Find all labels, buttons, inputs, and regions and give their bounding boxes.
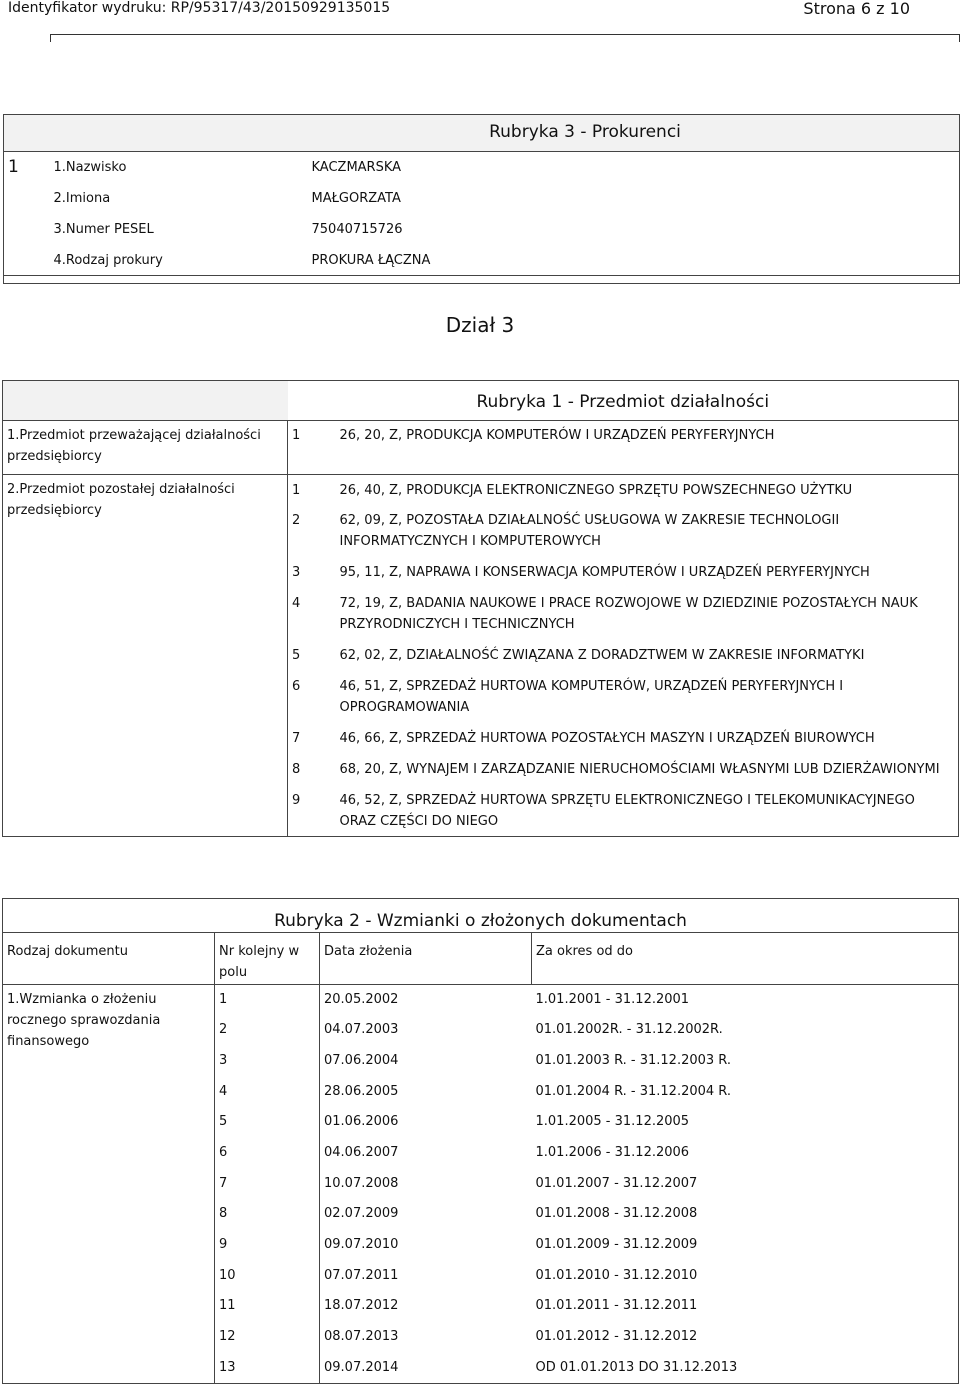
document-period: 1.01.2005 - 31.12.2005 [532,1107,959,1138]
document-date: 07.06.2004 [320,1046,532,1077]
document-date: 04.06.2007 [320,1138,532,1169]
activity-number: 4 [288,588,336,640]
document-period: 01.01.2012 - 31.12.2012 [532,1322,959,1353]
document-number: 11 [215,1291,320,1322]
activity-number: 5 [288,640,336,671]
activity-text: 26, 20, Z, PRODUKCJA KOMPUTERÓW I URZĄDZEŃ PERYFERYJNYCH [336,421,959,475]
document-type-label: 1.Wzmianka o złożeniu rocznego sprawozdania finansowego [3,985,215,1384]
prokurent-field-value: PROKURA ŁĄCZNA [308,245,960,276]
przedmiot-table [2,380,959,837]
activity-text: 26, 40, Z, PRODUKCJA ELEKTRONICZNEGO SPRZĘTU POWSZECHNEGO UŻYTKU [336,475,959,505]
document-date: 18.07.2012 [320,1291,532,1322]
activity-text: 68, 20, Z, WYNAJEM I ZARZĄDZANIE NIERUCHOMOŚCIAMI WŁASNYMI LUB DZIERŻAWIONYMI [336,754,959,785]
prokurent-field-value: 75040715726 [308,214,960,245]
activity-text: 46, 52, Z, SPRZEDAŻ HURTOWA SPRZĘTU ELEKTRONICZNEGO I TELEKOMUNIKACYJNEGO ORAZ CZĘŚCI DO NIEGO [336,785,959,837]
wzmianki-header-row [3,933,959,985]
activity-text: 62, 09, Z, POZOSTAŁA DZIAŁALNOŚĆ USŁUGOWA W ZAKRESIE TECHNOLOGII INFORMATYCZNYCH I KOMPUTEROWYCH [336,505,959,557]
activity-text: 95, 11, Z, NAPRAWA I KONSERWACJA KOMPUTERÓW I URZĄDZEŃ PERYFERYJNYCH [336,557,959,588]
activity-text: 72, 19, Z, BADANIA NAUKOWE I PRACE ROZWOJOWE W DZIEDZINIE POZOSTAŁYCH NAUK PRZYRODNICZYCH I TECHNICZNYCH [336,588,959,640]
document-date: 01.06.2006 [320,1107,532,1138]
document-period: 1.01.2006 - 31.12.2006 [532,1138,959,1169]
col-nr: Nr kolejny w polu [215,933,320,985]
print-identifier: Identyfikator wydruku: RP/95317/43/20150929135015 [8,0,391,16]
activity-text: 46, 66, Z, SPRZEDAŻ HURTOWA POZOSTAŁYCH MASZYN I URZĄDZEŃ BIUROWYCH [336,723,959,754]
document-date: 28.06.2005 [320,1077,532,1108]
document-period: 01.01.2011 - 31.12.2011 [532,1291,959,1322]
document-number: 13 [215,1353,320,1384]
section-title: Dział 3 [445,313,515,337]
document-number: 3 [215,1046,320,1077]
document-date: 09.07.2010 [320,1230,532,1261]
document-number: 9 [215,1230,320,1261]
document-number: 5 [215,1107,320,1138]
prokurent-field-label: 4.Rodzaj prokury [50,245,308,276]
col-okres: Za okres od do [532,933,959,985]
document-period: 01.01.2010 - 31.12.2010 [532,1261,959,1292]
document-period: OD 01.01.2013 DO 31.12.2013 [532,1353,959,1384]
activity-number: 7 [288,723,336,754]
document-number: 10 [215,1261,320,1292]
przedmiot-title: Rubryka 1 - Przedmiot działalności [288,381,959,421]
activity-number: 3 [288,557,336,588]
document-period: 01.01.2002R. - 31.12.2002R. [532,1015,959,1046]
activity-text: 62, 02, Z, DZIAŁALNOŚĆ ZWIĄZANA Z DORADZTWEM W ZAKRESIE INFORMATYKI [336,640,959,671]
document-date: 08.07.2013 [320,1322,532,1353]
document-period: 1.01.2001 - 31.12.2001 [532,985,959,1016]
activity-number: 1 [288,475,336,505]
main-activity-label: 1.Przedmiot przeważającej działalności przedsiębiorcy [3,421,288,475]
document-period: 01.01.2007 - 31.12.2007 [532,1169,959,1200]
document-period: 01.01.2008 - 31.12.2008 [532,1199,959,1230]
document-date: 04.07.2003 [320,1015,532,1046]
activity-row [3,475,959,505]
wzmianki-title: Rubryka 2 - Wzmianki o złożonych dokumentach [3,899,959,933]
activity-number: 8 [288,754,336,785]
document-number: 12 [215,1322,320,1353]
other-activity-label: 2.Przedmiot pozostałej działalności przedsiębiorcy [3,475,288,837]
header-bar [50,34,960,42]
page-number: Strona 6 z 10 [803,0,910,18]
document-number: 1 [215,985,320,1016]
document-row [3,985,959,1016]
document-number: 6 [215,1138,320,1169]
document-period: 01.01.2009 - 31.12.2009 [532,1230,959,1261]
prokurent-field-label: 2.Imiona [53,190,111,206]
activity-number: 6 [288,671,336,723]
prokurent-index: 1 [4,152,50,276]
prokurent-field-label: 3.Numer PESEL [53,221,154,237]
document-date: 20.05.2002 [320,985,532,1016]
document-date: 02.07.2009 [320,1199,532,1230]
col-data: Data złożenia [320,933,532,985]
activity-text: 46, 51, Z, SPRZEDAŻ HURTOWA KOMPUTERÓW, URZĄDZEŃ PERYFERYJNYCH I OPROGRAMOWANIA [336,671,959,723]
activity-number: 2 [288,505,336,557]
prokurent-field-value: KACZMARSKA [308,152,960,183]
prokurent-row [4,152,960,183]
prokurent-row [4,245,960,276]
wzmianki-table [2,898,959,1384]
prokurent-field-label: 1.Nazwisko [50,152,308,183]
document-period: 01.01.2003 R. - 31.12.2003 R. [532,1046,959,1077]
prokurenci-title: Rubryka 3 - Prokurenci [489,122,681,142]
document-number: 7 [215,1169,320,1200]
document-number: 8 [215,1199,320,1230]
document-period: 01.01.2004 R. - 31.12.2004 R. [532,1077,959,1108]
prokurent-row [4,183,960,214]
prokurent-row [4,214,960,245]
prokurent-field-value: MAŁGORZATA [308,183,960,214]
col-rodzaj: Rodzaj dokumentu [3,933,215,985]
document-date: 07.07.2011 [320,1261,532,1292]
document-number: 4 [215,1077,320,1108]
activity-number: 9 [288,785,336,837]
document-number: 2 [215,1015,320,1046]
document-date: 10.07.2008 [320,1169,532,1200]
activity-number: 1 [288,421,336,475]
activity-row [3,421,959,475]
document-date: 09.07.2014 [320,1353,532,1384]
